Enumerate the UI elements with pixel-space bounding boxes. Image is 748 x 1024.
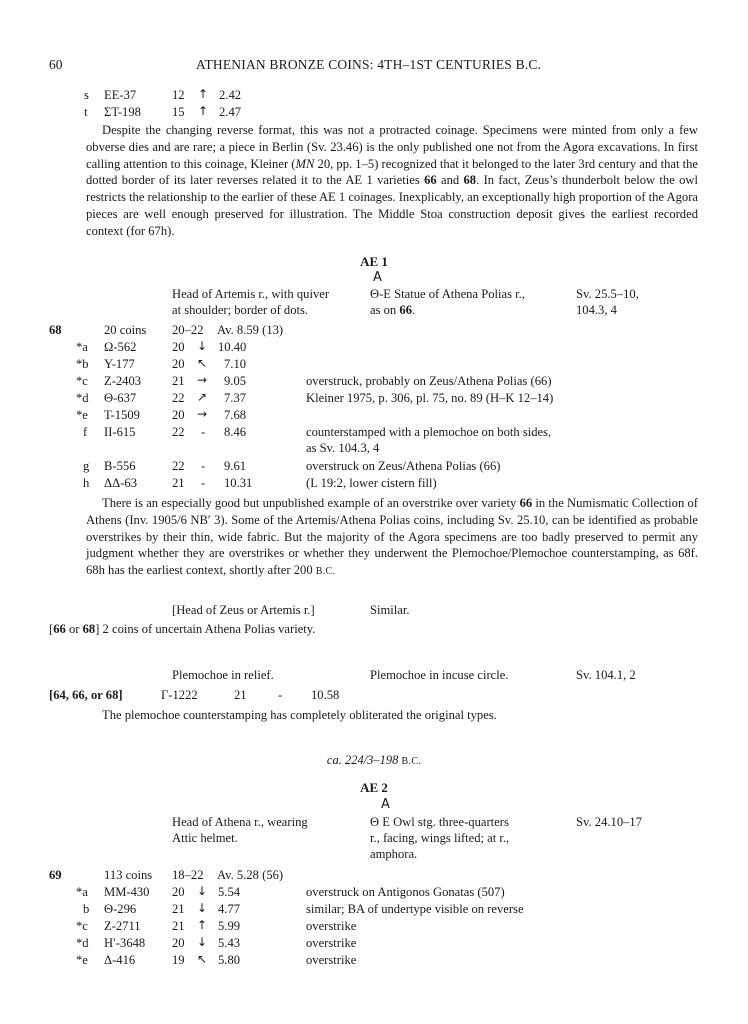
axis-arrow-icon: ↓: [197, 339, 208, 353]
entry-letter: t: [84, 105, 88, 119]
entry-weight: 10.58: [311, 688, 340, 702]
axis-arrow-icon: ↓: [197, 884, 208, 898]
axis-arrow-icon: →: [197, 407, 208, 421]
obverse-description: Head of Athena r., wearing: [172, 815, 308, 829]
section-heading-ae2: AE 2: [360, 780, 388, 795]
entry-inventory: ΙΙ-615: [104, 425, 136, 439]
entry-letter: *c: [76, 919, 88, 933]
entry-axis: -: [201, 476, 206, 490]
entry-inventory: Z-2711: [104, 919, 141, 933]
entry-note: similar; BA of undertype visible on reverse: [306, 902, 524, 916]
entry-note: Kleiner 1975, p. 306, pl. 75, no. 89 (H–K 12–14): [306, 391, 554, 405]
reference: Sv. 25.5–10,: [576, 287, 639, 301]
entry-letter: g: [83, 459, 90, 473]
page-number: 60: [49, 57, 63, 72]
entry-note: overstruck on Zeus/Athena Polias (66): [306, 459, 501, 473]
entry-weight: 7.37: [224, 391, 247, 405]
reverse-description: Θ-E Statue of Athena Polias r.,: [370, 287, 525, 301]
entry-weight: 10.31: [224, 476, 253, 490]
entry-size: 19: [172, 953, 185, 967]
entry-letter: *a: [76, 885, 88, 899]
entry-inventory: Θ-296: [104, 902, 137, 916]
entry-size: 20: [172, 885, 185, 899]
entry-weight: 7.68: [224, 408, 247, 422]
obverse-description: Head of Artemis r., with quiver: [172, 287, 330, 301]
reverse-monogram: A: [381, 797, 390, 812]
entry-weight: 5.80: [218, 953, 241, 967]
average-weight: Av. 8.59 (13): [217, 323, 284, 337]
entry-weight: 5.54: [218, 885, 241, 899]
axis-arrow-icon: ↑: [198, 104, 209, 118]
uncertain-obverse: [Head of Zeus or Artemis r.]: [172, 603, 315, 617]
entry-size: 22: [172, 391, 185, 405]
entry-letter: *e: [76, 953, 88, 967]
entry-letter: b: [83, 902, 90, 916]
entry-weight: 10.40: [218, 340, 247, 354]
size-range: 20–22: [172, 323, 204, 337]
entry-weight: 8.46: [224, 425, 247, 439]
size-range: 18–22: [172, 868, 204, 882]
entry-size: 22: [172, 425, 185, 439]
entry-weight: 2.42: [219, 88, 242, 102]
entry-letter: s: [84, 88, 89, 102]
entry-weight: 9.61: [224, 459, 247, 473]
entry-letter: *a: [76, 340, 88, 354]
reverse-monogram: A: [373, 270, 382, 285]
entry-axis: -: [201, 459, 206, 473]
entry-weight: 7.10: [224, 357, 247, 371]
axis-arrow-icon: ↑: [198, 87, 209, 101]
entry-size: 20: [172, 408, 185, 422]
entry-weight: 4.77: [218, 902, 241, 916]
entry-inventory: Z-2403: [104, 374, 142, 388]
entry-weight: 2.47: [219, 105, 242, 119]
entry-letter: *c: [76, 374, 88, 388]
entry-note: overstruck, probably on Zeus/Athena Polias (66): [306, 374, 552, 388]
entry-size: 15: [172, 105, 185, 119]
entry-inventory: Δ-416: [104, 953, 136, 967]
plemochoe-obverse: Plemochoe in relief.: [172, 668, 274, 682]
discussion-paragraph: There is an especially good but unpublished example of an overstrike over variety 66 in the Numismatic Collection of Athens (Inv. 1905/6 NB′ 3). Some of the Artemis/Athena Polias coins, including Sv. 25.10, can be identified as probable overstrikes by their thin, wide fabric. But the majority of the Agora specimens are too badly preserved to permit any judgment whether they are overstrikes or whether they underwent the Plemochoe/Plemochoe counterstamping, as 68f. 68h has the earliest context, shortly after 200 B.C.: [86, 496, 698, 578]
entry-inventory: MM-430: [104, 885, 150, 899]
axis-arrow-icon: ↖: [197, 952, 208, 966]
entry-size: 20: [172, 357, 185, 371]
entry-size: 21: [172, 374, 185, 388]
entry-axis: -: [201, 425, 206, 439]
plemochoe-reference: Sv. 104.1, 2: [576, 668, 636, 682]
reference: Sv. 24.10–17: [576, 815, 643, 829]
entry-letter: *b: [76, 357, 89, 371]
plemochoe-label: [64, 66, or 68]: [49, 688, 123, 702]
running-title: ATHENIAN BRONZE COINS: 4TH–1ST CENTURIES B.C.: [196, 57, 542, 72]
entry-size: 21: [172, 902, 185, 916]
entry-letter: *d: [76, 936, 89, 950]
entry-note: overstrike: [306, 936, 357, 950]
reference: 104.3, 4: [576, 303, 617, 317]
entry-inventory: T-1509: [104, 408, 140, 422]
obverse-description: Attic helmet.: [172, 831, 238, 845]
axis-arrow-icon: ↗: [197, 390, 208, 404]
entry-note: overstrike: [306, 919, 357, 933]
entry-note: counterstamped with a plemochoe on both sides,: [306, 425, 552, 439]
entry-size: 20: [172, 340, 185, 354]
entry-inventory: Υ-177: [104, 357, 135, 371]
reverse-description: r., facing, wings lifted; at r.,: [370, 831, 510, 845]
reverse-description: amphora.: [370, 847, 418, 861]
entry-size: 21: [172, 919, 185, 933]
plemochoe-note: The plemochoe counterstamping has completely obliterated the original types.: [102, 708, 497, 722]
entry-inventory: EE-37: [104, 88, 137, 102]
uncertain-reverse: Similar.: [370, 603, 410, 617]
entry-letter: *e: [76, 408, 88, 422]
entry-inventory: ΔΔ-63: [104, 476, 137, 490]
entry-size: 20: [172, 936, 185, 950]
uncertain-line: [66 or 68] 2 coins of uncertain Athena Polias variety.: [49, 622, 316, 636]
coin-count: 113 coins: [104, 868, 153, 882]
entry-size: 22: [172, 459, 185, 473]
variety-number: 69: [49, 868, 62, 882]
entry-note-continuation: as Sv. 104.3, 4: [306, 441, 380, 455]
average-weight: Av. 5.28 (56): [217, 868, 284, 882]
entry-axis: -: [278, 688, 283, 702]
axis-arrow-icon: →: [197, 373, 208, 387]
variety-number: 68: [49, 323, 62, 337]
entry-inventory: Ω-562: [104, 340, 137, 354]
entry-inventory: ΣT-198: [104, 105, 141, 119]
plemochoe-reverse: Plemochoe in incuse circle.: [370, 668, 509, 682]
entry-note: overstrike: [306, 953, 357, 967]
entry-inventory: Γ-1222: [161, 688, 198, 702]
entry-note: overstruck on Antigonos Gonatas (507): [306, 885, 505, 899]
reverse-description: as on 66.: [370, 303, 416, 317]
entry-weight: 5.99: [218, 919, 241, 933]
entry-inventory: H′-3648: [104, 936, 146, 950]
section-heading-ae1: AE 1: [360, 254, 388, 269]
axis-arrow-icon: ↖: [197, 356, 208, 370]
entry-size: 21: [234, 688, 247, 702]
entry-letter: f: [83, 425, 88, 439]
entry-note: (L 19:2, lower cistern fill): [306, 476, 437, 490]
axis-arrow-icon: ↓: [197, 935, 208, 949]
entry-inventory: B-556: [104, 459, 136, 473]
entry-letter: h: [83, 476, 90, 490]
discussion-paragraph: Despite the changing reverse format, this was not a protracted coinage. Specimens were minted from only a few obverse dies and are rare; a piece in Berlin (Sv. 23.46) is the only published one not from the Agora excavations. In first calling attention to this coinage, Kleiner (MN 20, pp. 1–5) recognized that it belonged to the later 3rd century and that the dotted border of its later reverses related it to the AE 1 varieties 66 and 68. In fact, Zeus’s thunderbolt below the owl restricts the relationship to the earlier of these AE 1 coinages. Inexplicably, an exceptionally high proportion of the Agora pieces are well enough preserved for illustration. The Middle Stoa construction deposit gives the earliest recorded context (for 67h).: [86, 123, 699, 238]
coin-count: 20 coins: [104, 323, 147, 337]
entry-inventory: Θ-637: [104, 391, 137, 405]
entry-size: 12: [172, 88, 185, 102]
entry-size: 21: [172, 476, 185, 490]
date-heading: ca. 224/3–198 B.C.: [326, 753, 422, 767]
entry-weight: 9.05: [224, 374, 247, 388]
axis-arrow-icon: ↑: [197, 918, 208, 932]
obverse-description: at shoulder; border of dots.: [172, 303, 309, 317]
axis-arrow-icon: ↓: [197, 901, 208, 915]
entry-letter: *d: [76, 391, 89, 405]
reverse-description: Θ E Owl stg. three-quarters: [370, 815, 509, 829]
entry-weight: 5.43: [218, 936, 241, 950]
